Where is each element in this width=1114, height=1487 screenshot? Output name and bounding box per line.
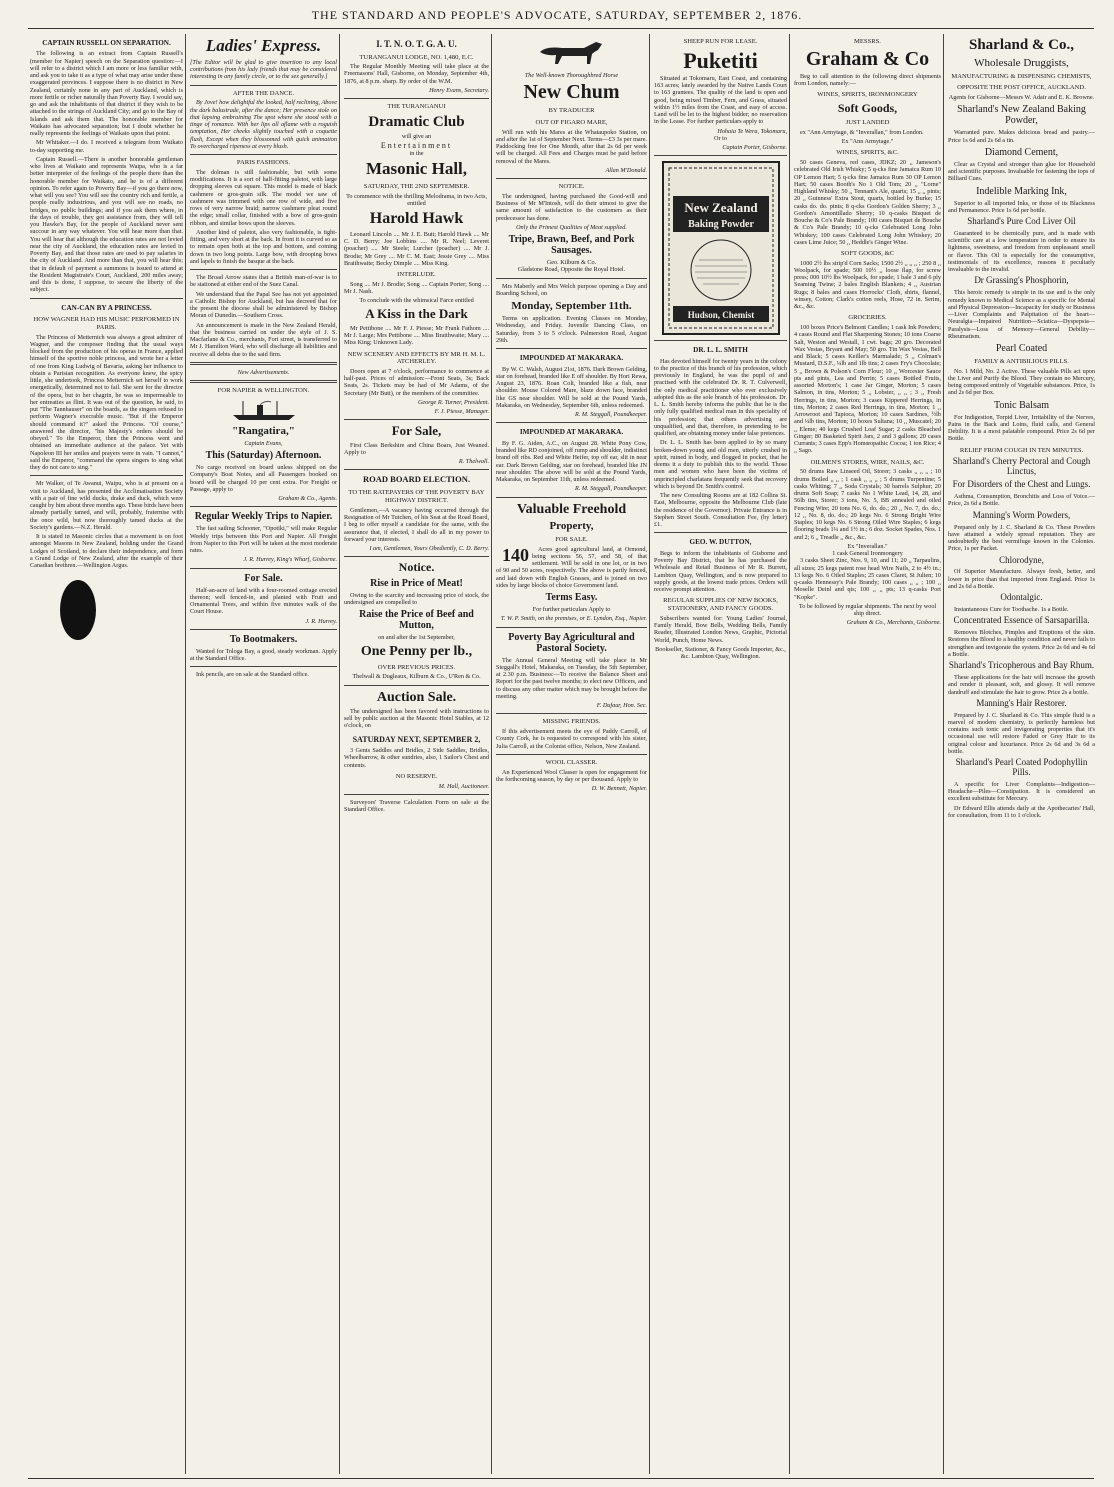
graham-signature: Graham & Co., Merchants, Gisborne. [846, 619, 941, 627]
headline-can-can: CAN-CAN BY A PRINCESS. [61, 303, 152, 312]
top-rule [28, 28, 1094, 29]
for-sale-body: Half-an-acre of land with a four-roomed cottage erected thereon; well fenced-in, and planted with Fruit and Ornamental Trees, and within five minutes walk of the Court House. [190, 586, 337, 616]
raise-price-heading: Raise the Price of Beef and Mutton, [359, 609, 474, 631]
divider [190, 380, 337, 383]
graham-just-landed: JUST LANDED [845, 119, 890, 127]
graham-oilmen-heading: OILMEN'S STORES, WIRE, NAILS, &C. [810, 458, 925, 466]
chlorodyne-heading: Chlorodyne, [999, 554, 1044, 565]
graham-ann: Ex "Ann Armytage." [841, 138, 894, 146]
property-for-sale: FOR SALE. [555, 536, 588, 544]
pearl-pills-desc: No. 1 Mild, No. 2 Active. These valuable Pills act upon the Liver and Purify the Blood. They contain no Mercury, being composed entirely of Vegetable substances. Price, 1s and 2s 6d per Box. [948, 367, 1095, 397]
column-1 [30, 34, 183, 1474]
ad-napier-wellington-heading: FOR NAPIER & WELLINGTON. [217, 387, 310, 395]
dutton-subscribers: Subscribers wanted for: Young Ladies' Journal, Family Herald, Bow Bells, Wedding Bells, Family Reader, Illustrated London News, Graphic, Pictorial World, Punch, Home News. [654, 614, 787, 644]
further-particulars: For further particulars Apply to [532, 606, 611, 614]
rise-price-heading: Rise in Price of Meat! [370, 577, 463, 589]
road-board-signature: I am, Gentlemen, Yours Obediently, C. D. Berry. [369, 545, 489, 553]
editor-note: [The Editor will be glad to give insertion to any local contributions from his lady friends that may be considered interesting in any family circle, or to the sex generally.] [190, 58, 337, 81]
poem-after-dance: By Jove! how delightful the looked, half reclining, Above the dark balustrade, after the dance; Her presence stole on that lapsing embraining The spot where she stood with a tinge of romance. With her lips all aflame with a roguish temptation, Her cheeks slightly touched with a coquette flush, Except when they blossomed with quick animation To overcharged ripeness at every blush. [190, 99, 337, 150]
article-papal-see: We understand that the Papal See has not yet appointed a Catholic Bishop for Auckland, but has decreed that for the present the diocese shall be administered by Bishop Moran of Dunedin.—Southern Cross. [190, 290, 337, 320]
graham-follow: To be followed by regular shipments. The next by wool ship direct. [798, 602, 937, 618]
divider [496, 627, 647, 628]
phosphorin-desc: This heroic remedy is simple in its use and is the only remedy known to Medical Science as a specific for Mental and Physical Depression—Incapacity for study or Business—Liver Complaints and Palpitation of the heart—Neuralgia—Impaired Nutrition—Sciatica—Dyspepsia—Paralysis—Loss of Memory—General Debility—Rheumatism. [948, 289, 1095, 340]
for-sale-boars-heading: For Sale, [391, 423, 442, 439]
pearl-pills-heading: FAMILY & ANTIBILIOUS PILLS. [974, 358, 1069, 366]
sharland-subtitle: Wholesale Druggists, [974, 56, 1069, 69]
acres-body: Acres good agricultural land, at Ormond, being sections 56, 57, and 58, of that settlement. Will be sold in one lot, or in two of 90 and 50 acres, respectively. The above is partly fenced, and laid down with English Grasses, and is joined on two sides by large blocks of choice Government land. [496, 545, 647, 589]
impounded-body-2: By F. G. Aiden, A.C., on August 28. White Pony Cow, branded like RD conjoined, off rump and shoulder, indistinct brand off ribs. Red and White Heifer, top off ear, slit in near ear. Dark Brown Gelding, star on forehead, branded like JN near shoulder. The above will be sold at the Pound Yards, Makaraka, on September 11th, unless redeemed. [496, 439, 647, 484]
impounded-heading-2: IMPOUNDED AT MAKARAKA. [519, 428, 624, 437]
divider [344, 469, 489, 470]
wool-classer-heading: WOOL CLASSER. [545, 758, 598, 766]
graham-list-oilmen: 50 drums Raw Linseed Oil, Storer; 3 casks ,, ,, ,, ; 10 drums Boiled ,, ,, ; 1 cask ,, ,, ,, ; 5 drums Turpentine; 5 casks Whiting; 7 ,, Soda Crystals; 30 barrels Sulphur; 20 drums Soft Soap; 7 casks No 1 White Lead, 14, 28, and 56lb tins, Storer; 3 tons, No. 5, BB annealed and oiled Fencing Wire; 20 tons No. 6, do. do.; 20 ,, No. 7, do. do.; 12 ,, No. 8, do. do.; 20 kegs No. 6 Strong Bright Wire Staples; 10 kegs No. 6 Strong Oiled Wire Staples; 6 kegs flooring brads 1¼ and 1½ in.; 6 doz. Socket Spades, Nos. 1 and 2; 6 ,, Treadle ,, &c., &c. [794, 468, 941, 541]
school-date: Monday, September 11th. [511, 300, 632, 313]
divider [190, 362, 337, 365]
article-walker: Mr Walker, of Te Awanui, Waipu, who is at present on a visit to Auckland, has presented the Acclimatisation Society with a pair of fine wild ducks, drake and duck, which were caught by him about three months ago. These birds have been already partially tamed, and will, probably, fraternise with the once wild, but now thoroughly tamed ducks at the Society's gardens.—N.Z. Herald. [30, 480, 183, 531]
sarsaparilla-desc: Removes Blotches, Pimples and Eruptions of the skin. Restores the Blood to a healthy condition and never fails to strengthen and invigorate the system. Price 2s 6d and 4s 6d a Bottle. [948, 629, 1095, 658]
penny-per-lb: One Penny per lb., [360, 644, 473, 660]
play-harold-hawk: Harold Hawk [369, 210, 464, 228]
horse-pre: The Well-known Thoroughbred Horse [524, 72, 619, 79]
steamship-icon [229, 399, 299, 421]
baking-powder-label-top: New Zealand [683, 200, 758, 216]
lodge-body: The Regular Monthly Meeting will take place at the Freemasons' Hall, Gisborne, on Monday, September 4th, 1876, at 8 p.m. sharp. By order of the W.M. [344, 63, 489, 85]
article-russell-p3: Captain Russell.—There is another honorable gentleman who lives at Waikato and represents Waipa, who is a far better interpreter of the feelings of the people there than the honorable member for Waikato, and he is of a different opinion. To refer again to Poverty Bay—if you go there now, what will you see? You will see the country rich and fertile, a people really industrious, and you will see no roads, no bridges, no public buildings; and if you ask them where, in the days of trouble, they got assistance from, they will tell you Hawke's Bay, for the people of Auckland never sent succour in any way whatever. You will hear more than that. You will hear that although the education rates are not levied near the city of Auckland, the education rates are levied in Poverty Bay, and that those rates are used to pay salaries in the city of Auckland. And more than that, you will hear this; that in default of payment a summons is issued to attend at the Resident Magistrate's Court, Auckland, 200 miles away; and this is done, I suppose, to secure the liberty of the subject. [30, 155, 183, 294]
scenery-note: NEW SCENERY AND EFFECTS BY MR H. M. L. ATCHERLEY. [347, 350, 486, 366]
notice-heading: Notice. [398, 560, 435, 575]
graham-list-wines: 50 cases Geneva, red cases, JDKZ; 20 ,, Jameson's celebrated Old Irish Whisky; 5 q-cks fine Jamaica Rum 10 OP Lemon Hart; 5 q-cks fine Jamaica Rum 30 OP Lemon Hart; 50 cases Booth's No 1 Old Tom; 20 ,, "Lorne" Highland Whisky; 50 ,, Tennant's Ale, quarts; 15 ,, ,, pints; 20 ,, Guinness' Extra Stout, quarts, bottled by Burke; 15 casks do. do. pints; 8 q-cks Gordon's Golden Sherry; 3 ,, Gordon's Amontillado Sherry; 10 q-casks Bisquet de Bouche & Co's Pale Brandy; 100 cases Bisquet de Bouche & Co's Pale Brandy; 10 q-cks Celebrated Long John Whiskey; 100 cases Celebrated Long John Whiskey; 20 cases Lime Juice; 50 ,, Heddle's Ginger Wine. [794, 159, 941, 246]
cough-relief-heading: RELIEF FROM COUGH IN TEN MINUTES. [959, 446, 1084, 454]
lodge-heading: I. T. N. O. T. G. A. U. [376, 39, 457, 49]
acres-figure: 140 [502, 544, 529, 565]
column-4 [491, 34, 647, 1474]
sharland-title: Sharland & Co., [968, 37, 1075, 53]
property-agents: T. W. P. Smith, on the premises, or E. Lyndon, Esq., Napier. [500, 615, 647, 623]
hair-restorer-heading: Manning's Hair Restorer. [976, 697, 1067, 708]
prime-qualities: Only the Primest Qualities of Meat supplied. [516, 223, 627, 231]
worm-powders-heading: Manning's Worm Powders, [972, 509, 1071, 520]
chlorodyne-desc: Of Superior Manufacture. Always fresh, better, and lower in price than that imported from England. Price 1s and 2s 6d a Bottle. [948, 568, 1095, 590]
podophyllin-heading: Sharland's Pearl Coated Podophyllin Pills. [955, 757, 1088, 778]
auction-sale-heading: Auction Sale. [376, 689, 457, 705]
puketiti-title: Puketiti [683, 47, 758, 73]
missing-friends-body: If this advertisement meets the eye of Paddy Carroll, of County Cork, he is requested to correspond with his sister, Julia Carroll, at the Colonist office, Nelson, New Zealand. [496, 728, 647, 750]
hair-restorer-desc: Prepared by J. C. Sharland & Co. This simple fluid is a marvel of modern chemistry, is perfectly harmless but contains such tonic and invigorating properties that it's occasional use will restore Faded or Grey Hair to its original colour and luxuriance. Price 2s 6d and 3s 6d a bottle. [948, 711, 1095, 755]
property-heading: Property, [549, 519, 594, 532]
horse-owner: Allan M'Donald. [605, 166, 647, 174]
tricopherous-heading: Sharland's Tricopherous and Bay Rhum. [948, 660, 1095, 671]
sheep-run-body: Situated at Tokomaru, East Coast, and containing 163 acres; lately awarded by the Native Lands Court to 163 grantees. The quality of the land is open and good, being mixed Timber, Fern, and Grass, situated within 1½ miles from the Coast, and easy of access. Land will be let to the highest bidder; no reservation in the Lease. For further particulars apply to [654, 74, 787, 126]
club-manager: F. J. Piesse, Manager. [434, 408, 489, 416]
baking-powder-desc: Warranted pure. Makes delicious bread and pastry.—Price 1s 6d and 2s 6d a tin. [948, 129, 1095, 144]
column-2 [185, 34, 337, 1474]
dramatic-club-title: Dramatic Club [368, 113, 465, 130]
graham-list-soft: 1000 2½ lbs strip'd Corn Sacks; 1500 2½ ,, ,, ,, ; 250 8 ,, Woolpack, for spade; 500 10½ ,, loose flap, for screw press; 000 10½ lbs Woolpack, for spade; 1 bale 3 and 6 ply Seaming Twine; 2 bales English Blankets; 4 ,, Austrian Rugs; 8 bales and cases Horrocks' Cloth, shirts, flannel, winsey, Cotton; Clark's cotton reels, Hose, 72 in. Serim, &c., &c. [794, 259, 941, 311]
auctioneer-name: M. Hall, Auctioneer. [438, 782, 489, 790]
for-sale-heading: For Sale. [244, 572, 283, 584]
article-russell-p1: The following is an extract from Captain Russell's (member for Napier) speech on the Separation question:—I will refer to a district which I am more or less familiar with, and ask you to take it as a type of what may arise under these exaggerated provinces. I suppose there is no district in New Zealand, certainly none in any part of Auckland, which is more fertile or richer naturally than Poverty Bay. I would say, go and ask the inhabitants of that district if they wish to be attached to the strings of Auckland City; and go to the Bay of Islands and ask them that. The honorable member for Waikato has advocated separation; but I doubt whether he really represents the feelings of Waikato upon that point. [30, 50, 183, 138]
dutton-heading: GEO. W. DUTTON, [689, 538, 752, 547]
ship-rangatira: "Rangatira," [232, 424, 295, 437]
graham-soft-goods-heading: SOFT GOODS, &C [840, 250, 895, 257]
dr-smith-rooms: The new Consulting Rooms are at 182 Collins St. East, Melbourne, opposite the Melbourne Club (late the residence of the Governor). Private Entrance is in Stephen Street South. Consultation Fee, (by letter) £1. [654, 492, 787, 529]
school-notice: Mrs Maberly and Mrs Welch purpose opening a Day and Boarding School, on [496, 282, 647, 297]
wool-classer-contact: D. W. Bennett, Napier. [591, 785, 647, 793]
masonic-hall-title: Masonic Hall, [365, 159, 468, 179]
horse-body: Will run with his Mares at the Whataupoko Station, on and after the 1st of September Next. Terms—£3 3s per mare. Paddocking free for One Month, after that 2s 6d per week will be charged. All Fees and Charges must be paid before removal of the Mares. [496, 128, 647, 165]
divider [190, 629, 337, 630]
horse-name: New Chum [523, 81, 620, 104]
hohaia-name: Hohaia Te Wera, Tokomaru, [717, 127, 787, 135]
lodge-secretary: Henry Evans, Secretary. [429, 86, 489, 94]
cod-liver-oil-desc: Guaranteed to be chemically pure, and is made with scientific care at a low temperature in order to ensure its lightness, sweetness, and freedom from unpleasant smell or flavor. This Oil is especially for the consumptive, testimonials of its excellence, reasons it peculiarly invaluable to the invalid. [948, 229, 1095, 274]
farce-note: To conclude with the whimsical Farce entitled [359, 297, 474, 305]
divider [190, 568, 337, 569]
weekly-trips-name: J. R. Hurrey, King's Wharf, Gisborne. [243, 556, 337, 564]
graham-intro: Beg to call attention to the following direct shipments from London, namely:— [794, 72, 941, 87]
terms-easy: Terms Easy. [545, 592, 598, 604]
diamond-cement-heading: Diamond Cement, [984, 146, 1059, 158]
baking-powder-label-image [659, 160, 783, 336]
divider [30, 475, 183, 476]
column-6 [789, 34, 941, 1474]
sharland-agents: Agents for Gisborne—Messrs W. Adair and E. K. Browne. [948, 94, 1095, 101]
odontalgic-desc: Instantaneous Cure for Toothache. 1s a Bottle. [954, 606, 1069, 614]
graham-co-title: Graham & Co [805, 47, 930, 70]
agricultural-society-heading: Poverty Bay Agricultural and Pastoral Society. [508, 631, 635, 654]
worm-powders-desc: Prepared only by J. C. Sharland & Co. These Powders have attained a widely spread reputation. They are undoubtedly the best vermifuge known in the Colonies. Price, 1s per Packet. [948, 523, 1095, 553]
article-cancan-p1: The Princess of Metternich was always a great admirer of Wagner, and the composer finding that the usual ways blocked from the production of his operas in France, applied himself of the sportive noble princess, and wrote her a letter of one from King Ludwig of Bavaria, asking her influence to obtain a Parisian recognition. As everyone knew, the spicy little, she undertook, Princess Metternich set herself to work energetically, determined not to fail. She sent for the director of the opera, but to her chagrin, he was so impermeable to her entreaties as flint. It was out of the question, he said, to put "The Tannhauser" on the boards, as the singers refused to perform Wagner's execrable music. "But if the Emperor should command it?" asked the Princess. "Of course," answered the director, "his Majesty's orders should be obeyed." To the Emperor, then the Princess went and obtained an immediate audience at the palace. Yet with Napoleon III her smiles and prayers were in vain. "I cannot," said the Emperor, "command the opera singers to sing what they do not care to sing." [30, 333, 183, 471]
sheep-run-heading: SHEEP RUN FOR LEASE. [683, 38, 758, 45]
divider [496, 754, 647, 755]
in-the-label: in the [409, 150, 424, 158]
article-macfarlane: An announcement is made in the New Zealand Herald, that the business carried on under the style of J. S. Macfarlane & Co., merchants, Fort street, is transferred to Mr J. Hamilton Ward, who will discharge all liabilities and receive all debts due to the said firm. [190, 321, 337, 358]
weekly-trips-body: The fast sailing Schooner, "Opotiki," will make Regular Weekly trips between this Port and Napier. All Freight from Napier to this Port will be taken at the most moderate rates. [190, 525, 337, 555]
ship-sailing: This (Saturday) Afternoon. [205, 450, 322, 462]
poundkeeper-1: R. M. Steggall, Poundkeeper. [575, 411, 647, 419]
cast-kiss-in-dark: Mr Pettibone .... Mr F. J. Piesse; Mr Frank Fathom .... Mr J. Large; Mrs Pettibone .... Miss Braithwaite; Mary .... Miss King; Unknown Lady. [344, 324, 489, 347]
commence-note: To commence with the thrilling Melodrama, in two Acts, entitled [346, 192, 487, 207]
dr-smith-body-2: Dr. L. L. Smith has been applied to by so many broken-down young and old men, utterly crushed in spirit, ruined in body, and flogged in pocket, that he deems it a duty to publish this to the world. Those men and women who have been the victims of unprincipled charlatans frequently seek that recovery which is beyond Dr. Smith's control. [654, 439, 787, 490]
headline-captain-russell: CAPTAIN RUSSELL ON SEPARATION. [42, 39, 171, 47]
divider [190, 506, 337, 507]
article-broad-arrow: The Broad Arrow states that a British man-of-war is to be stationed at either end of the Suez Canal. [190, 274, 337, 289]
divider [344, 556, 489, 557]
article-russell-p2: Mr Whitaker.—I do. I received a telegram from Waikato to-day supporting me. [30, 139, 183, 154]
chest-lungs-desc: Asthma, Consumption, Bronchitis and Loss of Voice.—Price, 2s 6d a Bottle. [948, 493, 1095, 508]
freehold-heading: Valuable Freehold [516, 501, 627, 517]
entertainment-date: SATURDAY, THE 2ND SEPTEMBER. [363, 182, 470, 190]
ship-master: Captain Evans, [244, 439, 283, 447]
dutton-body: Begs to inform the inhabitants of Gisborne and Poverty Bay District, that he has purchased the Wholesale and Retail Business of Mr R. Burrett, Lambton Quay, Wellington, and is now prepared to supply goods, at the lowest trade prices. Orders will receive prompt attention. [654, 549, 787, 594]
column-5 [649, 34, 787, 1474]
entertainment-label: Entertainment [380, 140, 453, 150]
bottom-rule [28, 1478, 1094, 1479]
ink-blot [60, 580, 96, 640]
article-fashions-p2: Another kind of paletot, also very fashionable, is tight-fitting, and very short at the back. In front it is curved so as to remain open both at the top and bottom, and coming down in two long points. Large bow, with drooping bows and lapels to finish the basque at the back. [190, 228, 337, 265]
for-sale-boars-body: First Class Berkshire and China Boars, Just Weaned. Apply to [344, 441, 489, 456]
graham-list-inverallan: 3 casks Sheet Zinc, Nos. 9, 10, and 11; 20 ,, Tarpaulins, all sizes; 25 kegs patent rose head Wire Nails, 2 to 4½ in.; 13 kegs No. 6 Oiled Staples; 25 cases Claret, St Julien; 10 q-casks Hennessy's Pale Brandy; 100 cases ,, ,, ; 100 ,, Moselle Deinl and qts; 100 ,, ,, pts; 13 q-casks Port "Kopke". [794, 557, 941, 601]
interlude-label: INTERLUDE. [397, 271, 436, 279]
divider [496, 422, 647, 423]
column-3 [339, 34, 489, 1474]
tonic-balsam-heading: Tonic Balsam [993, 399, 1050, 411]
baking-powder-label-bot: Hudson, Chemist [687, 310, 754, 321]
for-sale-boars-name: R. Thelwall. [458, 458, 489, 466]
butcher-firms: Thelwall & Dugleaux, Kilburn & Co., U'Ren & Co. [352, 673, 481, 681]
pearl-coated-heading: Pearl Coated [995, 343, 1048, 355]
divider [496, 278, 647, 279]
impounded-heading-1: IMPOUNDED AT MAKARAKA. [519, 354, 624, 363]
marking-ink-heading: Indelible Marking Ink, [976, 185, 1067, 197]
club-president: George R. Turner, President. [417, 398, 489, 406]
butcher-notice-heading: NOTICE. [558, 183, 585, 191]
marking-ink-desc: Superior to all imported Inks, or those of its Blackness and Permanence. Price 1s 6d per bottle. [948, 199, 1095, 214]
weekly-trips-heading: Regular Weekly Trips to Napier. [194, 511, 333, 523]
podophyllin-desc: A specific for Liver Complaints—Indigestion—Headache—Piles—Constipation. It is considered an excellent substitute for Mercury. [948, 780, 1095, 803]
divider [344, 794, 489, 795]
tripe-brawn: Tripe, Brawn, Beef, and Pork Sausages. [508, 234, 635, 257]
cherry-pectoral-heading: Sharland's Cherry Pectoral and Cough Linctus, [952, 456, 1091, 477]
graham-inverallan: Ex "Inverallan." [847, 542, 888, 550]
sharland-mfg: MANUFACTURING & DISPENSING CHEMISTS, [951, 72, 1092, 80]
divider [496, 497, 647, 498]
divider [344, 419, 489, 420]
graham-list-groceries: 100 boxes Price's Belmont Candles; 1 cask Ink Powders; 4 cases Round and Flat Sharpening Stones; 10 tons Coarse Salt, Weston and Westall, 1 cwt. bags; 20 gro. Decorated Wax Vestas, Bryant and May; 50 gro. Tin Wax Vestas, Bell and Black; 5 cases Keiller's Marmalade; 5 ,, Colman's Mustard, D.S.F., ¼lb and 1lb tins; 2 cases Fry's Chocolate; 5 ,, Brown & Polson's Corn Flour; 10 ,, Worcester Sauce pts and pints, Lea and Perrin; 5 cases Bottled Fruits, assorted Morton's; 1 case Jar Ginger, Morton; 5 cases Salmon, in tins, Morton; 5 ,, Lobster, ,, ,, ; 3 ,, Fresh Herrings, in tins, Morton; 3 cases Kippered Herrings, in tins, Morton; 2 cases Red Herrings, in tins, Morton; 1 ,, Arrowroot and Tapioca, Morton; 10 cases Sardines, ½lb and ¼lb tins, Morton; 10 boxes Sultana; 10 ,, Muscatel; 20 ,, Eleme; 40 kegs Crushed Loaf Sugar; 2 casks Bleached Ginger; 80 Basketed Spirit Jars, 2 and 3 gallons; 20 cases Currants; 3 cases Epp's Homœopathic Cocoa; 1 ton Rice; 4 ,, Sago. [794, 324, 941, 455]
impounded-body-1: By W. C. Walsh, August 21st, 1876. Dark Brown Gelding, star on forehead, branded like E off shoulder. By Hori Rewa, August 23, 1876. Roan Colt, branded like a fish, near shoulder. Mouse Colored Mare, blaze down face, branded like GS near shoulder. Will be sold at the Pound Yards, Makaraka, on Wednesday, September 6th, unless redeemed. [496, 365, 647, 409]
graham-wines: WINES, SPIRITS, IRONMONGERY [817, 91, 918, 99]
dutton-supplies: REGULAR SUPPLIES OF NEW BOOKS, STATIONERY, AND FANCY GOODS. [663, 597, 778, 613]
masthead: THE STANDARD AND PEOPLE'S ADVOCATE, SATURDAY, SEPTEMBER 2, 1876. [311, 8, 803, 22]
dramatic-club-pre: THE TURANGANUI [387, 103, 446, 111]
or-to-label: Or to [714, 134, 727, 142]
divider [496, 348, 647, 349]
dutton-bookseller: Bookseller, Stationer, & Fancy Goods Importer, &c., &c. Lambton Quay, Wellington. [655, 645, 786, 661]
cod-liver-oil-heading: Sharland's Pure Cod Liver Oil [967, 216, 1076, 226]
divider [344, 685, 489, 686]
divider [190, 85, 337, 86]
graham-ex: ex "Ann Armytage, & "Inverallan," from London. [800, 128, 924, 136]
ink-pencils-notice: Ink pencils, are on sale at the Standard office. [196, 671, 309, 679]
messrs-label: MESSRS. [854, 38, 881, 45]
odontalgic-heading: Odontalgic. [1000, 592, 1043, 603]
auction-body: The undersigned has been favored with instructions to sell by public auction at the Masonic Hotel Stables, at 12 o'clock, on [344, 707, 489, 730]
cast-interlude: Song .... Mr J. Brodie; Song .... Captain Porter; Song .... Mr J. Nash. [344, 280, 489, 295]
tonic-balsam-desc: For Indigestion, Torpid Liver, Irritability of the Nerves, Pains in the Back and Loins, fluid calls, and General Debility. It is a most palatable compound. Price 2s 6d per Bottle. [948, 413, 1095, 443]
agricultural-society-body: The Annual General Meeting will take place in Mr Steggall's Hotel, Makaraka, on Tuesday, the 5th September, at 2.30 p.m. Business:—To receive the Balance Sheet and Report for the past twelve months; to elect new Officers, and to discuss any other matter which may be brought before the meeting. [496, 656, 647, 700]
play-kiss-in-dark: A Kiss in the Dark [365, 306, 468, 322]
ship-agent: Graham & Co., Agents. [278, 495, 337, 503]
divider [654, 532, 787, 533]
road-board-heading: ROAD BOARD ELECTION. [363, 474, 470, 485]
doors-note: Doors open at 7 o'clock, performance to commence at half-past. Prices of admission:—Front Seats, 3s; Back Seats, 2s. Tickets may be had of Mr Adams, of the Secretary (Mr Butt), or the members of the committee. [344, 367, 489, 397]
on-after-note: on and after the 1st September, [378, 634, 455, 641]
for-sale-name: J. R. Hurrey. [305, 617, 337, 625]
tricopherous-desc: These applications for the hair will increase the growth and render it pleasant, soft, and glossy. It will remove dandruff and stimulate the hair to grow. Price 2s a bottle. [948, 674, 1095, 696]
divider [496, 178, 647, 179]
dr-smith-heading: DR. L. L. SMITH [693, 346, 748, 355]
graham-soft-goods: Soft Goods, [837, 100, 898, 115]
surveyors-notice: Surveyors' Traverse Calculation Form on sale at the Standard Office. [344, 798, 489, 814]
kilburn-address: Gladstone Road, Opposite the Royal Hotel. [517, 266, 626, 274]
porter-name: Captain Porter, Gisborne. [722, 144, 787, 152]
chest-lungs-heading: For Disorders of the Chest and Lungs. [952, 479, 1091, 490]
divider [190, 666, 337, 667]
divider [30, 298, 183, 299]
column-7 [943, 34, 1095, 1474]
sharland-opposite: OPPOSITE THE POST OFFICE, AUCKLAND. [957, 84, 1086, 92]
article-masonic: It is stated in Masonic circles that a movement is on foot amongst Masons in New Zealand, holding under the Grand Lodges of Scotland, to declare their independence, and form a Grand Lodge of New Zealand, after the example of their Canadian brethren.—Wellington Argus. [30, 533, 183, 569]
graham-wines-spirits: WINES, SPIRITS, &C. [836, 149, 899, 157]
divider [654, 155, 787, 156]
over-previous-prices: OVER PREVIOUS PRICES. [377, 663, 456, 671]
auction-items: 3 Gents Saddles and Bridles, 2 Side Saddles, Bridles, Wheelbarrow, & other sundries, also, 1 Sailor's Chest and contents. [344, 747, 489, 769]
missing-friends-heading: MISSING FRIENDS. [542, 718, 601, 726]
auction-date: SATURDAY NEXT, SEPTEMBER 2, [352, 734, 481, 744]
kilburn-name: Geo. Kilburn & Co. [546, 259, 597, 267]
dr-smith-body-1: Has devoted himself for twenty years in the colony to the practice of this branch of his profession, which previously in England, he was the pupil of and practised with the celebrated Dr. R. T. Culverwell, the only medical practitioner who ever exclusively adopted this as the sole branch of his profession. Dr. L. L. Smith hereby informs the public that he is the only fully qualified medical man in this speciality of his profession; that others advertising are unqualified, and that, therefore, in pretending to be qualified, are obtaining money under false pretences. [654, 357, 787, 438]
headline-paris-fashions: PARIS FASHIONS. [236, 159, 291, 167]
horse-sire: BY TRADUCER [548, 107, 595, 115]
school-terms: Terms on application. Evening Classes on Monday, Wednesday, and Friday. Juvenile Dancing Class, on Saturday, from 3 to 5 o'clock. Palmerston Road, August 29th. [496, 315, 647, 344]
baking-powder-heading: Sharland's New Zealand Baking Powder, [957, 104, 1086, 127]
ship-body: No cargo received on board unless shipped on the Company's Boat Notes, and all Passengers booked on board will be charged 10 per cent extra. For Freight or Passage, apply to [190, 464, 337, 493]
cast-harold-hawk: Leonard Lincoln .... Mr J. E. Butt; Harold Hawk .... Mr C. D. Berry; Joe Lobbins .... Mr R. Neel; Leveret (poacher) .... Mr Steele; Lurcher (poacher) .... Mr J. Brodie; Mr Grey .... Mr C. M. East; Jessie Grey .... Miss Braithwaite; Becky Dimple .... Miss King. [344, 230, 489, 267]
article-fashions-p1: The dolman is still fashionable, but with some modifications. It is a sort of half-fitting paletot, with large dropping sleeves cut square. This model is made of black cashmere or gros-grain silk. The model we saw of cashmere was trimmed with one row of wide, and five rows of very narrow braid; narrow cashmere pleat round the edge; small collar, finished with a bow of gros-grain ribbon, and similar bows upon the sleeves. [190, 168, 337, 227]
subhead-wagner: HOW WAGNER HAD HIS MUSIC PERFORMED IN PARIS. [33, 316, 180, 331]
dr-ellis-notice: Dr Edward Ellis attends daily at the Apothecaries' Hall, for consultation, from 11 to 1 o'clock. [948, 804, 1095, 819]
road-board-body: Gentlemen,—A vacancy having occurred through the Resignation of Mr Tutchen, of his Seat at the Road Board, I beg to offer myself a candidate for the same, with the assurance that, if elected, I shall do all in my power to forward your interests. [344, 506, 489, 543]
graham-groceries-heading: GROCERIES. [848, 314, 887, 322]
divider [190, 154, 337, 155]
road-board-sub: TO THE RATEPAYERS OF THE POVERTY BAY HIGHWAY DISTRICT. [348, 489, 485, 505]
sarsaparilla-heading: Concentrated Essence of Sarsaparilla. [953, 615, 1090, 626]
horse-icon [532, 38, 612, 68]
divider [344, 98, 489, 99]
butcher-notice-body: The undersigned, having purchased the Good-will and Business of Mr M'Intosh, will do their utmost to give the same amount of satisfaction to the customers as their predecessor has done. [496, 192, 647, 222]
graham-ironmongery: 1 cask General Ironmongery [832, 550, 903, 558]
divider [190, 269, 337, 270]
lodge-subheading: TURANGANUI LODGE, NO. 1,480, E.C. [359, 53, 474, 61]
no-reserve: NO RESERVE. [395, 772, 438, 780]
divider [496, 713, 647, 714]
dramatic-club-will: will give an [401, 133, 432, 141]
ladies-express-title: Ladies' Express. [205, 36, 322, 55]
bootmakers-body: Wanted for Tologa Bay, a good, steady workman. Apply at the Standard Office. [190, 647, 337, 663]
poundkeeper-2: R. M. Steggall, Poundkeeper. [575, 485, 647, 493]
diamond-cement-desc: Clear as Crystal and stronger than glue for Household and scientific purposes. Invaluable for fastening the tops of Billiard Cues. [948, 160, 1095, 183]
wool-classer-body: An Experienced Wool Classer is open for engagement for the forthcoming season, by day or per thousand. Apply to [496, 768, 647, 783]
horse-dam: OUT OF FIGARO MARE, [535, 118, 608, 126]
bootmakers-heading: To Bootmakers. [229, 633, 298, 645]
phosphorin-heading: Dr Grassing's Phosphorin, [974, 275, 1069, 286]
new-advertisements-label: New Advertisements. [237, 368, 290, 376]
headline-after-dance: AFTER THE DANCE. [232, 89, 295, 97]
scarcity-note: Owing to the scarcity and increasing price of stock, the undersigned are compelled to [344, 591, 489, 606]
baking-powder-label-mid: Baking Powder [687, 219, 754, 231]
divider [654, 340, 787, 341]
society-secretary: F. Dufaur, Hon. Sec. [596, 702, 647, 710]
